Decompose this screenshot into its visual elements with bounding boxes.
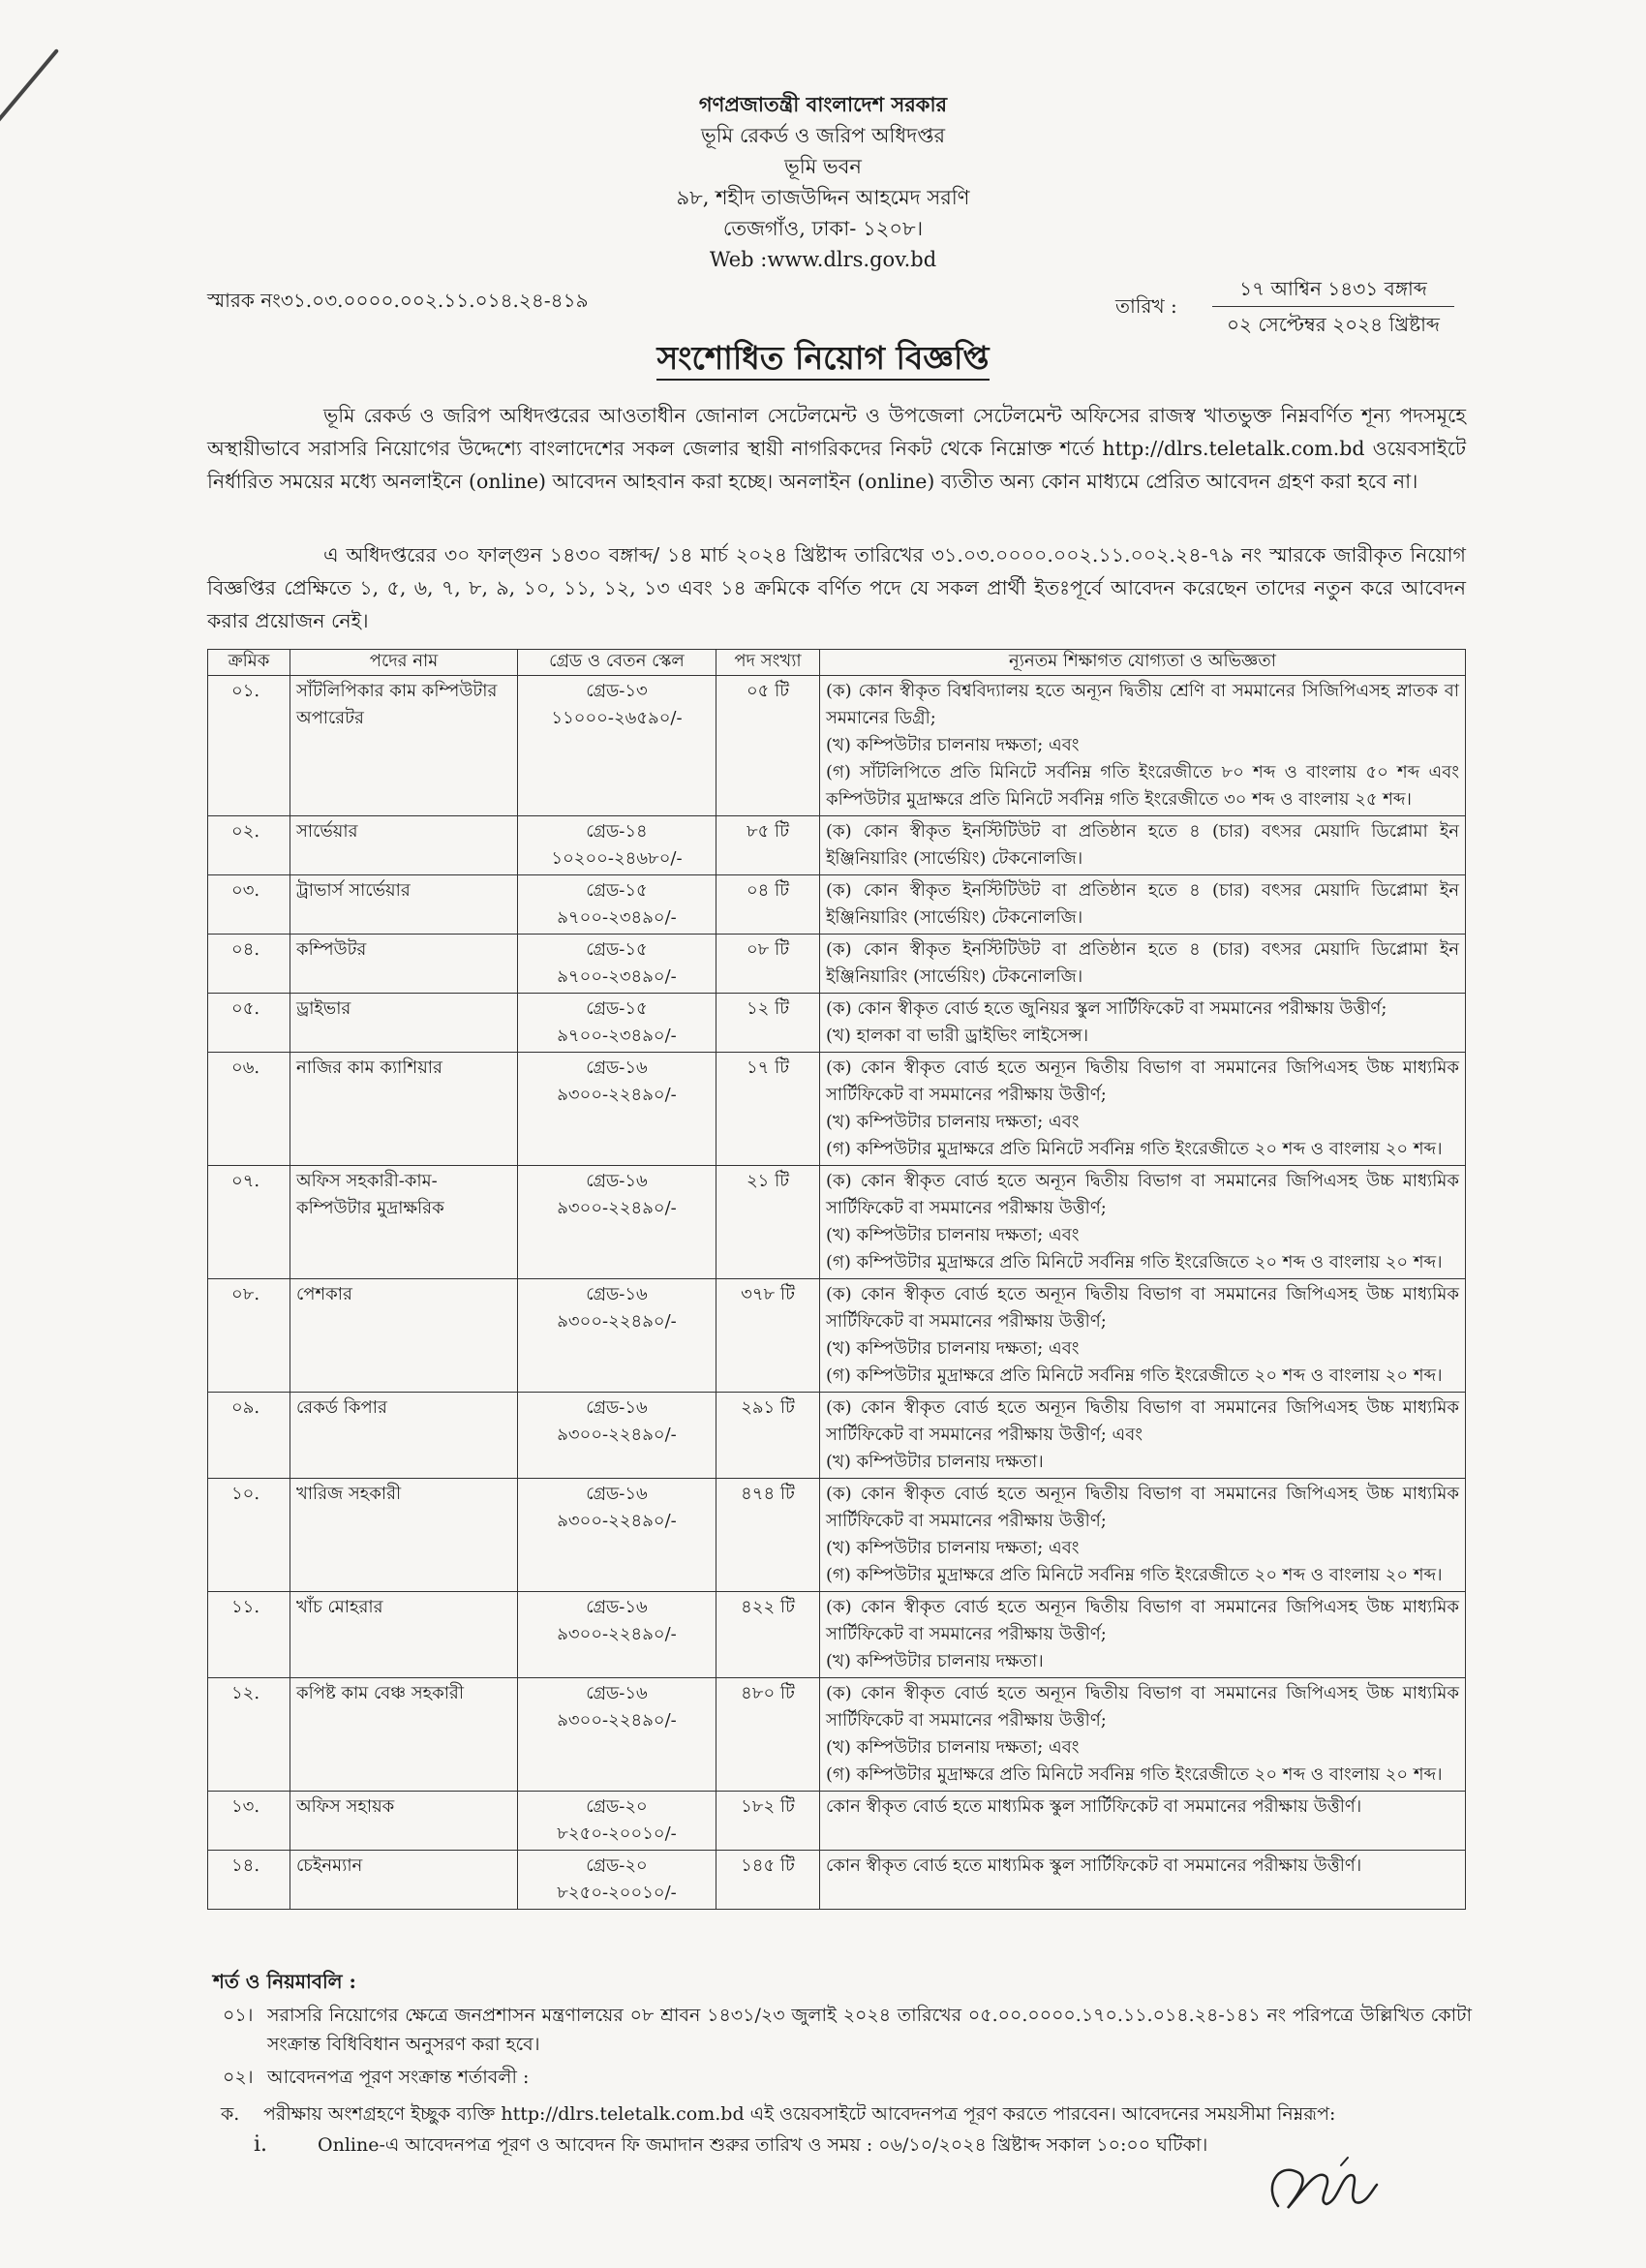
row-serial: ০৩.: [208, 875, 290, 935]
row-post-name: ট্রাভার্স সার্ভেয়ার: [290, 875, 518, 935]
rule-ka: [221, 2099, 1479, 2129]
rule-1: [213, 2001, 1472, 2059]
row-serial: ০৭.: [208, 1166, 290, 1279]
website: Web :www.dlrs.gov.bd: [709, 248, 937, 271]
qualification-item: (খ) কম্পিউটার চালনায় দক্ষতা; এবং: [826, 1225, 1080, 1245]
qualification-item: (ক) কোন স্বীকৃত বোর্ড হতে অন্যূন দ্বিতীয় বিভাগ বা সমমানের জিপিএসহ উচ্চ মাধ্যমিক সার্টিফিকেট বা সমমানের পরীক্ষায় উত্তীর্ণ;: [826, 1683, 1459, 1731]
row-post-count: ৪৮০ টি: [716, 1678, 820, 1792]
row-grade: [518, 1279, 716, 1393]
rule-ka-text: পরীক্ষায় অংশগ্রহণে ইচ্ছুক ব্যক্তি http://dlrs.teletalk.com.bd এই ওয়েবসাইটে আবেদনপত্র পূরণ করতে পারবেন। আবেদনের সময়সীমা নিম্নরূপ:: [263, 2103, 1336, 2125]
govt-name: গণপ্রজাতন্ত্রী বাংলাদেশ সরকার: [698, 92, 948, 116]
table-row: [208, 994, 1466, 1053]
row-grade-level: গ্রেড-১৪: [586, 821, 648, 842]
row-post-name: অফিস সহায়ক: [290, 1792, 518, 1851]
row-grade-level: গ্রেড-১৩: [586, 681, 648, 701]
table-row: [208, 1053, 1466, 1166]
row-post-name: কম্পিউটর: [290, 935, 518, 994]
row-qualification: [820, 935, 1466, 994]
table-row: [208, 1393, 1466, 1479]
qualification-item: (ক) কোন স্বীকৃত বোর্ড হতে জুনিয়র স্কুল সার্টিফিকেট বা সমমানের পরীক্ষায় উত্তীর্ণ;: [826, 998, 1387, 1019]
row-post-name: কপিষ্ট কাম বেঞ্চ সহকারী: [290, 1678, 518, 1792]
rule-1-number: ০১।: [223, 2005, 254, 2026]
row-serial: ১৩.: [208, 1792, 290, 1851]
qualification-item: (গ) কম্পিউটার মুদ্রাক্ষরে প্রতি মিনিটে সর্বনিম্ন গতি ইংরেজিতে ২০ শব্দ ও বাংলায় ২০ শব্দ।: [826, 1252, 1443, 1272]
row-grade: [518, 816, 716, 875]
row-post-name: ড্রাইভার: [290, 994, 518, 1053]
row-qualification: [820, 1166, 1466, 1279]
qualification-item: (ক) কোন স্বীকৃত বোর্ড হতে অন্যূন দ্বিতীয় বিভাগ বা সমমানের জিপিএসহ উচ্চ মাধ্যমিক সার্টিফিকেট বা সমমানের পরীক্ষায় উত্তীর্ণ;: [826, 1057, 1459, 1105]
qualification-item: (ক) কোন স্বীকৃত বোর্ড হতে অন্যূন দ্বিতীয় বিভাগ বা সমমানের জিপিএসহ উচ্চ মাধ্যমিক সার্টিফিকেট বা সমমানের পরীক্ষায় উত্তীর্ণ;: [826, 1597, 1459, 1644]
rule-2-number: ০২।: [223, 2067, 254, 2088]
row-pay-scale: ৯৩০০-২২৪৯০/-: [557, 1425, 677, 1445]
col-qualification: ন্যূনতম শিক্ষাগত যোগ্যতা ও অভিজ্ঞতা: [820, 650, 1466, 676]
row-qualification: [820, 1479, 1466, 1592]
row-serial: ০৬.: [208, 1053, 290, 1166]
qualification-item: (ক) কোন স্বীকৃত ইনস্টিটিউট বা প্রতিষ্ঠান হতে ৪ (চার) বৎসর মেয়াদি ডিপ্লোমা ইন ইঞ্জিনিয়ারিং (সার্ভেয়িং) টেকনোলজি।: [826, 821, 1459, 869]
row-post-count: ০৮ টি: [716, 935, 820, 994]
row-grade: [518, 935, 716, 994]
table-row: [208, 1792, 1466, 1851]
table-row: [208, 1851, 1466, 1910]
qualification-item: (খ) কম্পিউটার চালনায় দক্ষতা; এবং: [826, 1338, 1080, 1359]
row-serial: ০৯.: [208, 1393, 290, 1479]
row-pay-scale: ১১০০০-২৬৫৯০/-: [551, 708, 683, 728]
qualification-item: কোন স্বীকৃত বোর্ড হতে মাধ্যমিক স্কুল সার্টিফিকেট বা সমমানের পরীক্ষায় উত্তীর্ণ।: [826, 1855, 1362, 1876]
row-grade: [518, 1479, 716, 1592]
qualification-item: (ক) কোন স্বীকৃত বোর্ড হতে অন্যূন দ্বিতীয় বিভাগ বা সমমানের জিপিএসহ উচ্চ মাধ্যমিক সার্টিফিকেট বা সমমানের পরীক্ষায় উত্তীর্ণ; এবং: [826, 1397, 1459, 1445]
row-qualification: [820, 1053, 1466, 1166]
row-pay-scale: ১০২০০-২৪৬৮০/-: [551, 848, 683, 869]
rule-i-text: Online-এ আবেদনপত্র পূরণ ও আবেদন ফি জমাদান শুরুর তারিখ ও সময় : ০৬/১০/২০২৪ খ্রিষ্টাব্দ সকাল ১০:০০ ঘটিকা।: [318, 2134, 1208, 2156]
row-grade-level: গ্রেড-১৬: [586, 1683, 648, 1703]
row-qualification: [820, 1393, 1466, 1479]
qualification-item: (ক) কোন স্বীকৃত ইনস্টিটিউট বা প্রতিষ্ঠান হতে ৪ (চার) বৎসর মেয়াদি ডিপ্লোমা ইন ইঞ্জিনিয়ারিং (সার্ভেয়িং) টেকনোলজি।: [826, 939, 1459, 987]
row-grade: [518, 1053, 716, 1166]
signature: [1259, 2148, 1385, 2225]
vacancy-table: [207, 649, 1466, 1910]
row-pay-scale: ৮২৫০-২০০১০/-: [557, 1883, 677, 1903]
row-serial: ১৪.: [208, 1851, 290, 1910]
row-grade: [518, 1166, 716, 1279]
table-row: [208, 816, 1466, 875]
row-post-name: খারিজ সহকারী: [290, 1479, 518, 1592]
row-qualification: [820, 816, 1466, 875]
row-grade-level: গ্রেড-২০: [586, 1796, 648, 1817]
qualification-item: (গ) কম্পিউটার মুদ্রাক্ষরে প্রতি মিনিটে সর্বনিম্ন গতি ইংরেজীতে ২০ শব্দ ও বাংলায় ২০ শব্দ।: [826, 1565, 1443, 1585]
row-grade-level: গ্রেড-১৬: [586, 1057, 648, 1078]
row-serial: ০৮.: [208, 1279, 290, 1393]
row-grade: [518, 1851, 716, 1910]
qualification-item: (ক) কোন স্বীকৃত বোর্ড হতে অন্যূন দ্বিতীয় বিভাগ বা সমমানের জিপিএসহ উচ্চ মাধ্যমিক সার্টিফিকেট বা সমমানের পরীক্ষায় উত্তীর্ণ;: [826, 1284, 1459, 1332]
row-grade: [518, 1792, 716, 1851]
row-post-name: খাঁচ মোহরার: [290, 1592, 518, 1678]
row-grade-level: গ্রেড-১৬: [586, 1284, 648, 1304]
table-row: [208, 676, 1466, 816]
date-label: তারিখ :: [1115, 294, 1177, 318]
intro-paragraph: ভূমি রেকর্ড ও জরিপ অধিদপ্তরের আওতাধীন জোনাল সেটেলমেন্ট ও উপজেলা সেটেলমেন্ট অফিসের রাজস্ব খাতভুক্ত নিম্নবর্ণিত শূন্য পদসমূহে অস্থায়ীভাবে সরাসরি নিয়োগের উদ্দেশ্যে বাংলাদেশের সকল জেলার স্থায়ী নাগরিকদের নিকট থেকে নিম্নোক্ত শর্তে http://dlrs.teletalk.com.bd ওয়েবসাইটে নির্ধারিত সময়ের মধ্যে অনলাইনে (online) আবেদন আহবান করা হচ্ছে। অনলাইন (online) ব্যতীত অন্য কোন মাধ্যমে প্রেরিত আবেদন গ্রহণ করা হবে না।: [207, 404, 1466, 493]
row-post-name: চেইনম্যান: [290, 1851, 518, 1910]
rule-i-number: i.: [254, 2132, 268, 2157]
col-grade: গ্রেড ও বেতন স্কেল: [518, 650, 716, 676]
row-serial: ০৫.: [208, 994, 290, 1053]
table-row: [208, 1166, 1466, 1279]
col-post-count: পদ সংখ্যা: [716, 650, 820, 676]
row-grade: [518, 676, 716, 816]
qualification-item: (গ) সাঁটলিপিতে প্রতি মিনিটে সর্বনিম্ন গতি ইংরেজীতে ৮০ শব্দ ও বাংলায় ৫০ শব্দ এবং কম্পিউটার মুদ্রাক্ষরে প্রতি মিনিটে সর্বনিম্ন গতি ইংরেজীতে ৩০ শব্দ ও বাংলায় ২৫ শব্দ।: [826, 762, 1459, 810]
row-serial: ১২.: [208, 1678, 290, 1792]
row-grade: [518, 1393, 716, 1479]
row-grade-level: গ্রেড-১৫: [586, 880, 648, 901]
row-pay-scale: ৯৭০০-২৩৪৯০/-: [557, 966, 677, 987]
qualification-item: (খ) কম্পিউটার চালনায় দক্ষতা; এবং: [826, 1737, 1080, 1758]
row-qualification: [820, 1792, 1466, 1851]
row-post-count: ১৮২ টি: [716, 1792, 820, 1851]
row-serial: ০৪.: [208, 935, 290, 994]
qualification-item: কোন স্বীকৃত বোর্ড হতে মাধ্যমিক স্কুল সার্টিফিকেট বা সমমানের পরীক্ষায় উত্তীর্ণ।: [826, 1796, 1362, 1817]
row-serial: ১০.: [208, 1479, 290, 1592]
row-pay-scale: ৯৩০০-২২৪৯০/-: [557, 1085, 677, 1105]
row-serial: ০২.: [208, 816, 290, 875]
table-row: [208, 1592, 1466, 1678]
rule-2: [213, 2063, 1472, 2092]
row-qualification: [820, 676, 1466, 816]
row-pay-scale: ৮২৫০-২০০১০/-: [557, 1824, 677, 1844]
qualification-item: (খ) হালকা বা ভারী ড্রাইভিং লাইসেন্স।: [826, 1026, 1089, 1046]
table-row: [208, 1678, 1466, 1792]
table-body: [208, 676, 1466, 1910]
row-grade-level: গ্রেড-১৫: [586, 939, 648, 960]
street-address: ৯৮, শহীদ তাজউদ্দিন আহমেদ সরণি: [676, 186, 970, 209]
date-bangla: ১৭ আশ্বিন ১৪৩১ বঙ্গাব্দ: [1239, 277, 1427, 300]
memo-number: স্মারক নং৩১.০৩.০০০০.০০২.১১.০১৪.২৪-৪১৯: [207, 289, 589, 312]
rule-ka-number: ক.: [221, 2103, 240, 2125]
row-pay-scale: ৯৩০০-২২৪৯০/-: [557, 1198, 677, 1218]
row-serial: ১১.: [208, 1592, 290, 1678]
qualification-item: (খ) কম্পিউটার চালনায় দক্ষতা; এবং: [826, 735, 1080, 755]
row-serial: ০১.: [208, 676, 290, 816]
row-pay-scale: ৯৭০০-২৩৪৯০/-: [557, 907, 677, 928]
row-grade-level: গ্রেড-১৬: [586, 1484, 648, 1504]
department-name: ভূমি রেকর্ড ও জরিপ অধিদপ্তর: [700, 124, 946, 147]
row-post-count: ১২ টি: [716, 994, 820, 1053]
row-post-count: ০৫ টি: [716, 676, 820, 816]
date-english: ০২ সেপ্টেম্বর ২০২৪ খ্রিষ্টাব্দ: [1212, 306, 1454, 343]
row-post-name: নাজির কাম ক্যাশিয়ার: [290, 1053, 518, 1166]
row-qualification: [820, 1279, 1466, 1393]
office-header: [0, 89, 1646, 275]
row-post-count: ৮৫ টি: [716, 816, 820, 875]
row-qualification: [820, 1851, 1466, 1910]
qualification-item: (খ) কম্পিউটার চালনায় দক্ষতা; এবং: [826, 1112, 1080, 1132]
row-qualification: [820, 994, 1466, 1053]
qualification-item: (গ) কম্পিউটার মুদ্রাক্ষরে প্রতি মিনিটে সর্বনিম্ন গতি ইংরেজীতে ২০ শব্দ ও বাংলায় ২০ শব্দ।: [826, 1365, 1443, 1386]
page-title: সংশোধিত নিয়োগ বিজ্ঞপ্তি: [0, 333, 1646, 387]
row-post-count: ২১ টি: [716, 1166, 820, 1279]
rule-2-text: আবেদনপত্র পূরণ সংক্রান্ত শর্তাবলী :: [267, 2067, 530, 2088]
row-post-count: ৩৭৮ টি: [716, 1279, 820, 1393]
table-header-row: [208, 650, 1466, 676]
row-qualification: [820, 1678, 1466, 1792]
qualification-item: (খ) কম্পিউটার চালনায় দক্ষতা; এবং: [826, 1538, 1080, 1558]
row-grade: [518, 875, 716, 935]
row-pay-scale: ৯৩০০-২২৪৯০/-: [557, 1511, 677, 1531]
row-qualification: [820, 1592, 1466, 1678]
reference-paragraph: এ অধিদপ্তরের ৩০ ফাল্গুন ১৪৩০ বঙ্গাব্দ/ ১৪ মার্চ ২০২৪ খ্রিষ্টাব্দ তারিখের ৩১.০৩.০০০০.০০২.১১.০০২.২৪-৭৯ নং স্মারকে জারীকৃত নিয়োগ বিজ্ঞপ্তির প্রেক্ষিতে ১, ৫, ৬, ৭, ৮, ৯, ১০, ১১, ১২, ১৩ এবং ১৪ ক্রমিকে বর্ণিত পদে যে সকল প্রার্থী ইতঃপূর্বে আবেদন করেছেন তাদের নতুন করে আবেদন করার প্রয়োজন নেই।: [207, 543, 1466, 632]
row-grade-level: গ্রেড-২০: [586, 1855, 648, 1876]
qualification-item: (গ) কম্পিউটার মুদ্রাক্ষরে প্রতি মিনিটে সর্বনিম্ন গতি ইংরেজীতে ২০ শব্দ ও বাংলায় ২০ শব্দ।: [826, 1139, 1443, 1159]
row-post-count: ২৯১ টি: [716, 1393, 820, 1479]
col-post-name: পদের নাম: [290, 650, 518, 676]
row-grade-level: গ্রেড-১৬: [586, 1171, 648, 1191]
rules-title: শর্ত ও নিয়মাবলি :: [213, 1970, 356, 1993]
city-address: তেজগাঁও, ঢাকা- ১২০৮।: [722, 217, 924, 240]
row-grade-level: গ্রেড-১৬: [586, 1397, 648, 1418]
row-pay-scale: ৯৭০০-২৩৪৯০/-: [557, 1026, 677, 1046]
row-pay-scale: ৯৩০০-২২৪৯০/-: [557, 1311, 677, 1332]
qualification-item: (খ) কম্পিউটার চালনায় দক্ষতা।: [826, 1452, 1044, 1472]
row-pay-scale: ৯৩০০-২২৪৯০/-: [557, 1710, 677, 1731]
row-post-count: ৪৭৪ টি: [716, 1479, 820, 1592]
row-post-name: অফিস সহকারী-কাম-কম্পিউটার মুদ্রাক্ষরিক: [290, 1166, 518, 1279]
qualification-item: (গ) কম্পিউটার মুদ্রাক্ষরে প্রতি মিনিটে সর্বনিম্ন গতি ইংরেজীতে ২০ শব্দ ও বাংলায় ২০ শব্দ।: [826, 1764, 1443, 1785]
row-post-name: সাঁটলিপিকার কাম কম্পিউটার অপারেটর: [290, 676, 518, 816]
row-post-count: ৪২২ টি: [716, 1592, 820, 1678]
row-grade-level: গ্রেড-১৫: [586, 998, 648, 1019]
row-pay-scale: ৯৩০০-২২৪৯০/-: [557, 1624, 677, 1644]
table-row: [208, 935, 1466, 994]
row-post-name: রেকর্ড কিপার: [290, 1393, 518, 1479]
row-grade: [518, 1592, 716, 1678]
row-qualification: [820, 875, 1466, 935]
qualification-item: (খ) কম্পিউটার চালনায় দক্ষতা।: [826, 1651, 1044, 1671]
table-row: [208, 875, 1466, 935]
qualification-item: (ক) কোন স্বীকৃত বিশ্ববিদ্যালয় হতে অন্যূন দ্বিতীয় শ্রেণি বা সমমানের সিজিপিএসহ স্নাতক বা সমমানের ডিগ্রী;: [826, 681, 1459, 728]
row-grade: [518, 994, 716, 1053]
qualification-item: (ক) কোন স্বীকৃত বোর্ড হতে অন্যূন দ্বিতীয় বিভাগ বা সমমানের জিপিএসহ উচ্চ মাধ্যমিক সার্টিফিকেট বা সমমানের পরীক্ষায় উত্তীর্ণ;: [826, 1171, 1459, 1218]
row-post-count: ১৪৫ টি: [716, 1851, 820, 1910]
row-grade: [518, 1678, 716, 1792]
qualification-item: (ক) কোন স্বীকৃত ইনস্টিটিউট বা প্রতিষ্ঠান হতে ৪ (চার) বৎসর মেয়াদি ডিপ্লোমা ইন ইঞ্জিনিয়ারিং (সার্ভেয়িং) টেকনোলজি।: [826, 880, 1459, 928]
row-post-name: পেশকার: [290, 1279, 518, 1393]
row-post-name: সার্ভেয়ার: [290, 816, 518, 875]
col-serial: ক্রমিক: [208, 650, 290, 676]
building-name: ভূমি ভবন: [784, 155, 862, 178]
row-grade-level: গ্রেড-১৬: [586, 1597, 648, 1617]
table-row: [208, 1279, 1466, 1393]
rule-1-text: সরাসরি নিয়োগের ক্ষেত্রে জনপ্রশাসন মন্ত্রণালয়ের ০৮ শ্রাবন ১৪৩১/২৩ জুলাই ২০২৪ তারিখের ০৫.০০.০০০০.১৭০.১১.০১৪.২৪-১৪১ নং পরিপত্রে উল্লিখিত কোটা সংক্রান্ত বিধিবিধান অনুসরণ করা হবে।: [267, 2005, 1472, 2055]
row-post-count: ০৪ টি: [716, 875, 820, 935]
row-post-count: ১৭ টি: [716, 1053, 820, 1166]
qualification-item: (ক) কোন স্বীকৃত বোর্ড হতে অন্যূন দ্বিতীয় বিভাগ বা সমমানের জিপিএসহ উচ্চ মাধ্যমিক সার্টিফিকেট বা সমমানের পরীক্ষায় উত্তীর্ণ;: [826, 1484, 1459, 1531]
table-row: [208, 1479, 1466, 1592]
